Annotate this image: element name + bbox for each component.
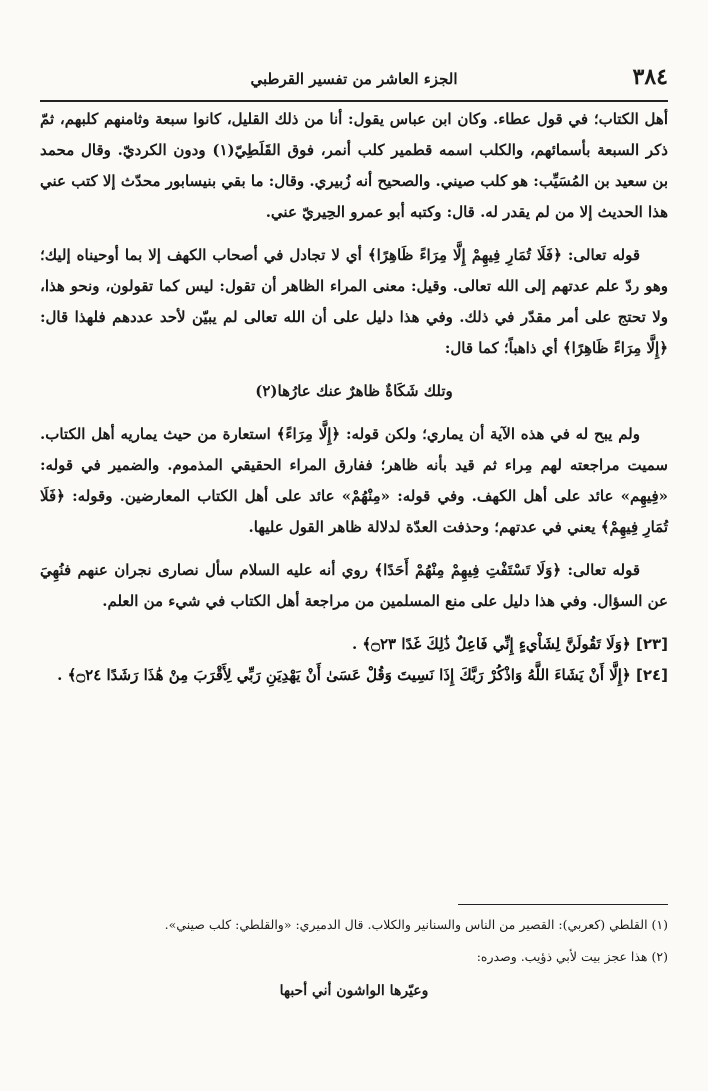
running-title: الجزء العاشر من تفسير القرطبي <box>250 70 458 88</box>
ayah-23-text: ﴿وَلَا تَقُولَنَّ لِشَاْيءٍ إِنِّي فَاعِلٌ ذَٰلِكَ غَدًا ۝٢٣﴾ . <box>351 635 631 653</box>
paragraph-3: ولم يبح له في هذه الآية أن يماري؛ ولكن قوله: ﴿إِلَّا مِرَاءً﴾ استعارة من حيث يماريه أهل الكتاب. سميت مراجعته لهم مِراء ثم قيد بأنه ظاهر؛ ففارق المراء الحقيقي المذموم. والضمير في قوله: «فِيهِم» عائد على أهل الكهف. وفي قوله: «مِنْهُمْ» عائد على أهل الكتاب المعارضين. وقوله: ﴿فَلَا تُمَارِ فِيهِمْ﴾ يعني في عدتهم؛ وحذفت العدّة لدلالة ظاهر القول عليها. <box>40 425 668 536</box>
ayah-24-number: [٢٤] <box>635 666 668 684</box>
ayah-23-number: [٢٣] <box>635 635 668 653</box>
paragraph-4: قوله تعالى: ﴿وَلَا تَسْتَفْتِ فِيهِمْ مِنْهُمْ أَحَدًا﴾ روي أنه عليه السلام سأل نصارى نجران عنهم فنُهِيَ عن السؤال. وفي هذا دليل على منع المسلمين من مراجعة أهل الكتاب في شيء من العلم. <box>40 561 668 610</box>
ayah-24-text: ﴿إِلَّا أَنْ يَشَاءَ اللَّهُ وَاذْكُرْ رَبَّكَ إِذَا نَسِيتَ وَقُلْ عَسَىٰ أَنْ يَهْدِيَنِ رَبِّي لِأَقْرَبَ مِنْ هَٰذَا رَشَدًا ۝٢٤﴾ . <box>57 666 631 684</box>
poetry-verse: وتلك شَكَاةٌ ظاهرٌ عنك عارُها(٢) <box>255 382 453 400</box>
footnote-2-verse: وعيّرها الواشون أني أحبها <box>279 983 429 999</box>
ayah-24 <box>40 660 668 691</box>
footnote-separator <box>458 904 668 905</box>
paragraph-2: قوله تعالى: ﴿فَلَا تُمَارِ فِيهِمْ إِلَّا مِرَاءً ظَاهِرًا﴾ أي لا تجادل في أصحاب الكهف إلا بما أوحيناه إليك؛ وهو ردّ علم عدتهم إلى الله تعالى. وقيل: معنى المراء الظاهر أن تقول: ليس كما تقولون، ونحو هذا، ولا تحتج على أمر مقدّر في ذلك. وفي هذا دليل على أن الله تعالى لم يبيّن لأحد عددهم فلهذا قال: ﴿إِلَّا مِرَاءً ظَاهِرًا﴾ أي ذاهباً؛ كما قال: <box>40 246 668 357</box>
footnote-2: (٢) هذا عجز بيت لأبي ذؤيب. وصدره: <box>476 949 668 964</box>
ayah-23 <box>40 629 668 660</box>
page-number: ٣٨٤ <box>632 64 668 90</box>
paragraph-1: أهل الكتاب؛ في قول عطاء. وكان ابن عباس يقول: أنا من ذلك القليل، كانوا سبعة وثامنهم كلبهم، ثمّ ذكر السبعة بأسمائهم، والكلب اسمه قطمير كلب أنمر، فوق القَلَطِيّ(١) ودون الكرديّ. وقال محمد بن سعيد بن المُسَيِّب: هو كلب صيني. والصحيح أنه زُبيري. وقال: ما بقي بنيسابور محدّث إلا كتب عني هذا الحديث إلا من لم يقدر له. قال: وكتبه أبو عمرو الحِيريّ عني. <box>40 110 668 221</box>
page-header <box>40 60 668 102</box>
main-text <box>40 104 668 691</box>
footnotes <box>40 912 668 1004</box>
footnote-1: (١) القلطي (كعربي): القصير من الناس والسنانير والكلاب. قال الدميري: «والقلطي: كلب صيني». <box>164 917 668 932</box>
